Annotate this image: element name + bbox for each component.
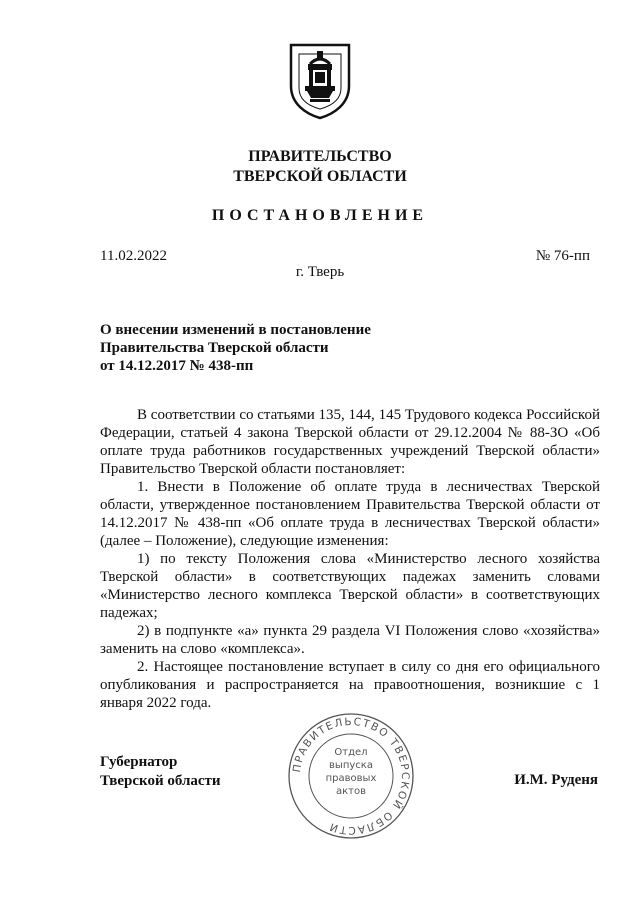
signatory-position-line: Тверской области [100,773,221,789]
body-paragraph: 2) в подпункте «а» пункта 29 раздела VI Положения слово «хозяйства» заменить на слово «комплекса». [100,623,600,657]
subject-line: О внесении изменений в постановление [100,322,371,338]
document-type-title: ПОСТАНОВЛЕНИЕ [211,207,429,224]
document-date: 11.02.2022 [100,248,167,264]
signatory-position-line: Губернатор [100,754,178,770]
document-subject [100,321,460,375]
stamp-center-line: Отдел [334,747,368,758]
document-number: № 76-пп [535,248,590,264]
body-paragraph: 1) по тексту Положения слова «Министерство лесного хозяйства Тверской области» в соответствующих падежах заменить словами «Министерство лесного комплекса Тверской области» в соответствующих падежах; [100,551,600,621]
document-body [100,406,600,712]
stamp-center-line: правовых [325,773,377,784]
signatory-position [100,753,221,791]
stamp-center-line: выпуска [329,760,373,771]
tver-oblast-coat-of-arms-icon [288,42,352,120]
government-name-line1: ПРАВИТЕЛЬСТВО [248,148,392,165]
body-paragraph: 2. Настоящее постановление вступает в силу со дня его официального опубликования и распространяется на правоотношения, возникшие с 1 января 2022 года. [100,659,600,711]
signatory-name: И.М. Руденя [514,772,598,788]
stamp-ring-text: ПРАВИТЕЛЬСТВО ТВЕРСКОЙ ОБЛАСТИ [290,715,412,837]
government-name-line2: ТВЕРСКОЙ ОБЛАСТИ [233,168,407,185]
subject-line: Правительства Тверской области [100,340,329,356]
body-paragraph: 1. Внести в Положение об оплате труда в лесничествах Тверской области, утвержденное постановлением Правительства Тверской области от 14.12.2017 № 438-пп «Об оплате труда в лесничествах Тверской области» (далее – Положение), следующие изменения: [100,479,600,549]
official-stamp [286,711,416,841]
stamp-center-line: актов [335,786,367,797]
subject-line: от 14.12.2017 № 438-пп [100,358,254,374]
document-city: г. Тверь [295,264,345,280]
body-paragraph: В соответствии со статьями 135, 144, 145 Трудового кодекса Российской Федерации, статьей 4 закона Тверской области от 29.12.2004 № 88-ЗО «Об оплате труда работников государственных учреждений Тверской области» Правительство Тверской области постановляет: [100,407,600,477]
